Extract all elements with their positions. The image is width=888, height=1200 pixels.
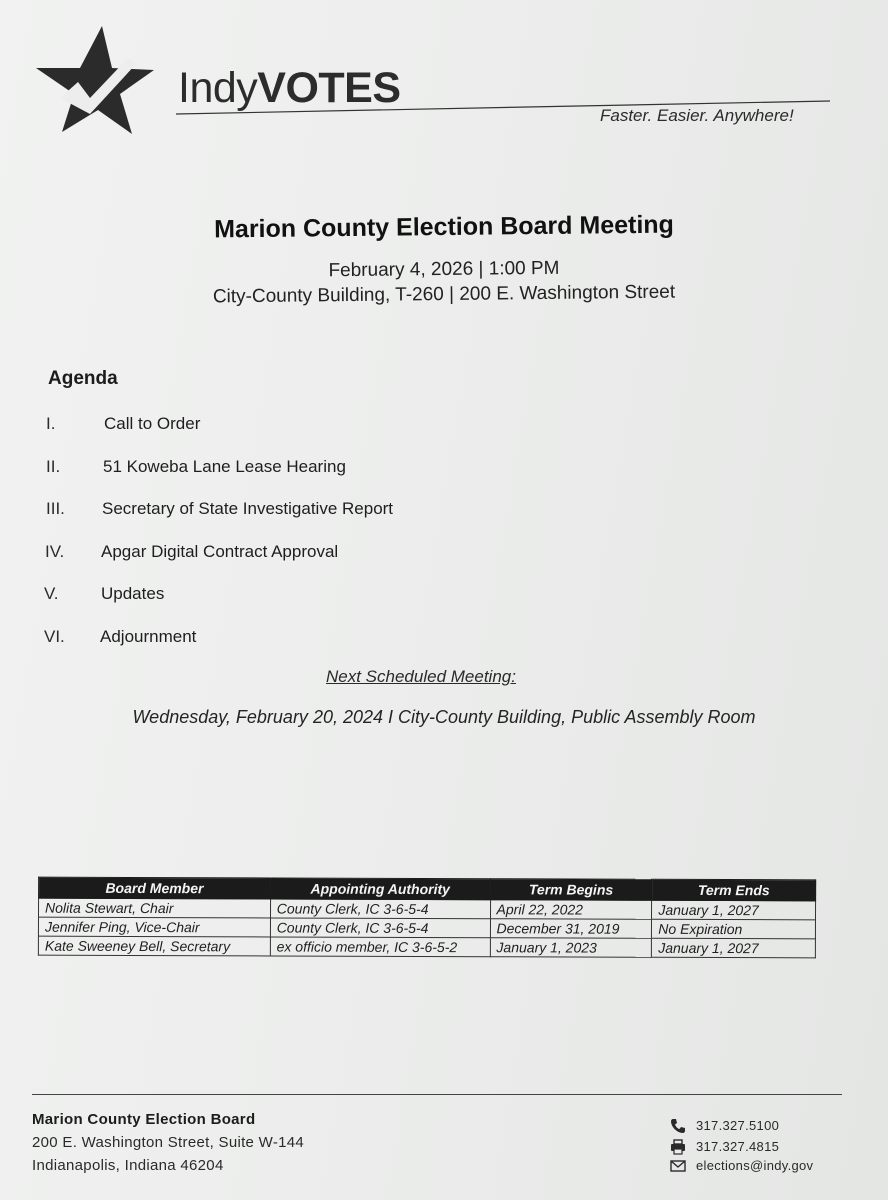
- agenda-item-number: III.: [46, 499, 65, 518]
- email-address: elections@indy.gov: [696, 1158, 814, 1173]
- agenda-item-number: II.: [46, 457, 61, 476]
- agenda-item-label: 51 Koweba Lane Lease Hearing: [103, 457, 346, 476]
- meeting-location: City-County Building, T-260 | 200 E. Washington Street: [212, 281, 676, 308]
- agenda-item-label: Adjournment: [100, 627, 197, 646]
- agenda-item: [44, 627, 644, 651]
- agenda-item-label: Call to Order: [104, 414, 201, 433]
- fax-icon: [670, 1139, 686, 1155]
- agenda-item-number: IV.: [45, 542, 65, 561]
- table-cell: Nolita Stewart, Chair: [38, 898, 270, 918]
- agenda-item-label: Secretary of State Investigative Report: [102, 499, 394, 518]
- board-members-table: [38, 877, 816, 959]
- column-header: Appointing Authority: [270, 878, 490, 900]
- column-header: Board Member: [39, 877, 271, 899]
- table-cell: January 1, 2023: [490, 938, 652, 958]
- agenda-item: [44, 457, 644, 481]
- agenda-item: [44, 414, 644, 438]
- logo-text-light: Indy: [178, 64, 258, 112]
- footer-address-line1: 200 E. Washington Street, Suite W-144: [32, 1134, 305, 1151]
- agenda-item-label: Updates: [101, 584, 165, 603]
- phone-number: 317.327.5100: [696, 1118, 780, 1133]
- column-header: Term Begins: [490, 879, 652, 901]
- agenda-item-number: I.: [46, 414, 56, 433]
- page-title: Marion County Election Board Meeting: [213, 210, 675, 244]
- agenda-item: [44, 542, 644, 566]
- phone-icon: [670, 1118, 686, 1134]
- next-meeting-heading: Next Scheduled Meeting:: [326, 667, 516, 686]
- agenda-item-number: VI.: [44, 627, 65, 646]
- agenda-item: [44, 499, 644, 523]
- table-cell: April 22, 2022: [490, 900, 652, 920]
- fax-number: 317.327.4815: [696, 1139, 780, 1154]
- agenda-heading: Agenda: [48, 368, 118, 389]
- column-header: Term Ends: [652, 879, 816, 901]
- agenda-item: [44, 584, 644, 608]
- table-cell: January 1, 2027: [652, 900, 816, 920]
- agenda-item-label: Apgar Digital Contract Approval: [101, 542, 339, 561]
- next-meeting-detail: Wednesday, February 20, 2024 I City-County Building, Public Assembly Room: [132, 707, 756, 727]
- table-cell: January 1, 2027: [652, 938, 816, 958]
- meeting-date-time: February 4, 2026 | 1:00 PM: [328, 257, 560, 282]
- table-cell: Kate Sweeney Bell, Secretary: [38, 936, 270, 956]
- table-row: [38, 936, 815, 958]
- footer-address-line2: Indianapolis, Indiana 46204: [32, 1157, 224, 1174]
- table-cell: Jennifer Ping, Vice-Chair: [38, 917, 270, 937]
- email-icon: [670, 1158, 686, 1174]
- tagline: Faster. Easier. Anywhere!: [600, 106, 794, 125]
- table-cell: No Expiration: [652, 919, 816, 939]
- table-cell: County Clerk, IC 3-6-5-4: [270, 918, 490, 938]
- table-cell: December 31, 2019: [490, 919, 652, 939]
- table-cell: County Clerk, IC 3-6-5-4: [270, 899, 490, 919]
- agenda-item-number: V.: [44, 584, 59, 603]
- footer-rule: [32, 1094, 842, 1095]
- star-check-icon: [32, 24, 156, 136]
- logo-text-bold: VOTES: [257, 64, 401, 112]
- table-cell: ex officio member, IC 3-6-5-2: [270, 937, 490, 957]
- footer-organization: Marion County Election Board: [32, 1111, 256, 1128]
- table-header-row: [39, 877, 816, 901]
